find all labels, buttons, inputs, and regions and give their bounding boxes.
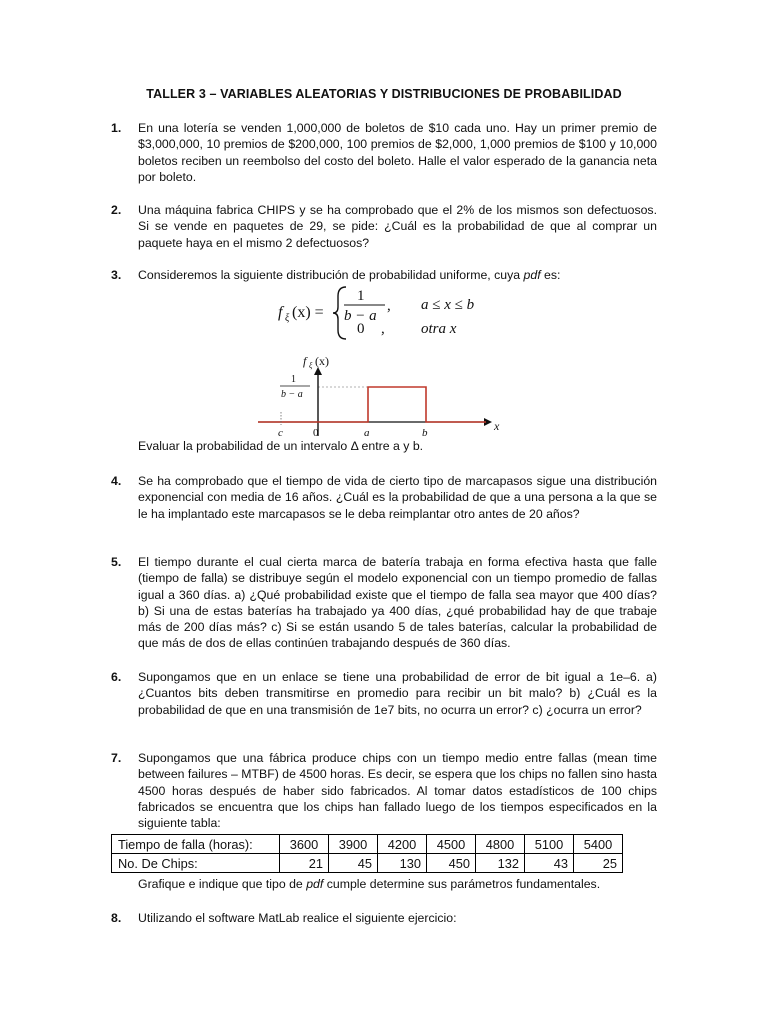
table-row bbox=[112, 854, 623, 873]
table-cell: 21 bbox=[280, 854, 329, 873]
pdf-emphasis: pdf bbox=[306, 877, 324, 891]
table-cell: 45 bbox=[329, 854, 378, 873]
formula-condition-1: a ≤ x ≤ b bbox=[421, 297, 475, 313]
problem-7-instruction bbox=[138, 877, 600, 891]
table-cell: 5400 bbox=[574, 835, 623, 854]
table-cell: 130 bbox=[378, 854, 427, 873]
table-header-cell: Tiempo de falla (horas): bbox=[112, 835, 280, 854]
table-cell: 450 bbox=[427, 854, 476, 873]
instruction-part: Grafique e indique que tipo de bbox=[138, 877, 307, 891]
problem-3 bbox=[111, 267, 657, 283]
failure-time-table bbox=[111, 834, 623, 873]
formula-denominator: b − a bbox=[344, 308, 377, 324]
problem-number: 8. bbox=[111, 911, 122, 925]
problem-number: 2. bbox=[111, 203, 122, 217]
formula-arg: (x) = bbox=[292, 304, 324, 321]
graph-label-c: c bbox=[278, 427, 283, 439]
problem-2 bbox=[111, 202, 657, 251]
problem-text: Supongamos que una fábrica produce chips con un tiempo medio entre fallas (mean time between failures – MTBF) de 4500 horas. Es decir, se espera que los chips no fallen sino hasta 4500 horas después de haber sido fabricados. Al tomar datos estadísticos de 100 chips fabricados se encuentra que los chips han fallado luego de los tiempos especificados en la siguiente tabla: bbox=[138, 751, 657, 831]
instruction-part: cumple determine sus parámetros fundamentales. bbox=[323, 877, 601, 891]
graph-frac-den: b − a bbox=[281, 389, 303, 400]
problem-number: 4. bbox=[111, 474, 122, 488]
formula-lhs: f bbox=[278, 304, 283, 321]
graph-label-x: x bbox=[494, 419, 500, 433]
graph-ylabel-arg: (x) bbox=[315, 354, 329, 368]
uniform-pdf-formula bbox=[0, 282, 768, 362]
table-cell: 4200 bbox=[378, 835, 427, 854]
uniform-pdf-graph bbox=[254, 352, 514, 440]
problem-4 bbox=[111, 473, 657, 522]
problem-number: 7. bbox=[111, 751, 122, 765]
table-cell: 4800 bbox=[476, 835, 525, 854]
problem-6 bbox=[111, 669, 657, 718]
problem-text bbox=[138, 267, 657, 283]
pdf-emphasis: pdf bbox=[523, 268, 541, 282]
table-cell: 132 bbox=[476, 854, 525, 873]
table-cell: 43 bbox=[525, 854, 574, 873]
problem-text-part: Consideremos la siguiente distribución de probabilidad uniforme, cuya bbox=[138, 268, 524, 282]
problem-text: Supongamos que en un enlace se tiene una probabilidad de error de bit igual a 1e–6. a) ¿Cuantos bits deben transmitirse en promedio para recibir un bit malo? b) ¿Cuál es la probabilidad de que en una transmisión de 1e7 bits, no ocurra un error? c) ¿ocurra un error? bbox=[138, 670, 657, 717]
graph-frac-num: 1 bbox=[291, 374, 296, 385]
document-title: TALLER 3 – VARIABLES ALEATORIAS Y DISTRIBUCIONES DE PROBABILIDAD bbox=[146, 87, 622, 101]
problem-3-eval: Evaluar la probabilidad de un intervalo Δ entre a y b. bbox=[138, 439, 424, 453]
table-header-cell: No. De Chips: bbox=[112, 854, 280, 873]
problem-text: Una máquina fabrica CHIPS y se ha comprobado que el 2% de los mismos son defectuosos. Si se vende en paquetes de 29, se pide: ¿Cuál es la probabilidad de que al comprar un paquete haya en el mismo 2 defectuosos? bbox=[138, 203, 657, 250]
problem-text-part: es: bbox=[540, 268, 561, 282]
formula-condition-2: otra x bbox=[421, 321, 457, 337]
formula-comma: , bbox=[387, 298, 391, 314]
table-cell: 3900 bbox=[329, 835, 378, 854]
table-cell: 25 bbox=[574, 854, 623, 873]
formula-numerator: 1 bbox=[357, 288, 365, 304]
problem-8 bbox=[111, 910, 657, 926]
table-cell: 5100 bbox=[525, 835, 574, 854]
formula-sub: ξ bbox=[285, 313, 290, 324]
table-cell: 4500 bbox=[427, 835, 476, 854]
formula-comma: , bbox=[381, 321, 385, 337]
problem-7 bbox=[111, 750, 657, 831]
graph-y-arrow bbox=[314, 367, 322, 375]
problem-text: Utilizando el software MatLab realice el siguiente ejercicio: bbox=[138, 911, 457, 925]
problem-1 bbox=[111, 120, 657, 185]
problem-number: 1. bbox=[111, 121, 122, 135]
graph-label-zero: 0 bbox=[313, 427, 319, 439]
graph-ylabel-sub: ξ bbox=[309, 361, 313, 370]
problem-text: Se ha comprobado que el tiempo de vida de cierto tipo de marcapasos sigue una distribución exponencial con media de 16 años. ¿Cuál es la probabilidad de que a una persona a la que se le ha implantado este marcapasos se le deba reimplantar otro antes de 20 años? bbox=[138, 474, 657, 521]
graph-label-a: a bbox=[364, 427, 370, 439]
problem-number: 5. bbox=[111, 555, 122, 569]
problem-number: 3. bbox=[111, 268, 122, 282]
problem-5 bbox=[111, 554, 657, 652]
problem-text: El tiempo durante el cual cierta marca de batería trabaja en forma efectiva hasta que falle (tiempo de falla) se distribuye según el modelo exponencial con un tiempo promedio de fallas igual a 360 días. a) ¿Qué probabilidad existe que el tiempo de falla sea mayor que 400 días? b) Si una de estas baterías ha trabajado ya 400 días, ¿qué probabilidad hay de que trabaje más de 200 días más? c) Si se están usando 5 de tales baterías, calcular la probabilidad de que más de dos de ellas continúen trabajando después de 360 días. bbox=[138, 555, 657, 651]
formula-zero: 0 bbox=[357, 321, 365, 337]
problem-number: 6. bbox=[111, 670, 122, 684]
table-cell: 3600 bbox=[280, 835, 329, 854]
table-row bbox=[112, 835, 623, 854]
graph-label-b: b bbox=[422, 427, 428, 439]
graph-ylabel: f bbox=[303, 354, 307, 368]
problem-text: En una lotería se venden 1,000,000 de boletos de $10 cada uno. Hay un primer premio de $3,000,000, 10 premios de $200,000, 100 premios de $2,000, 1,000 premios de $100 y 10,000 boletos reciben un reembolso del costo del boleto. Halle el valor esperado de la ganancia neta por boleto. bbox=[138, 121, 657, 184]
